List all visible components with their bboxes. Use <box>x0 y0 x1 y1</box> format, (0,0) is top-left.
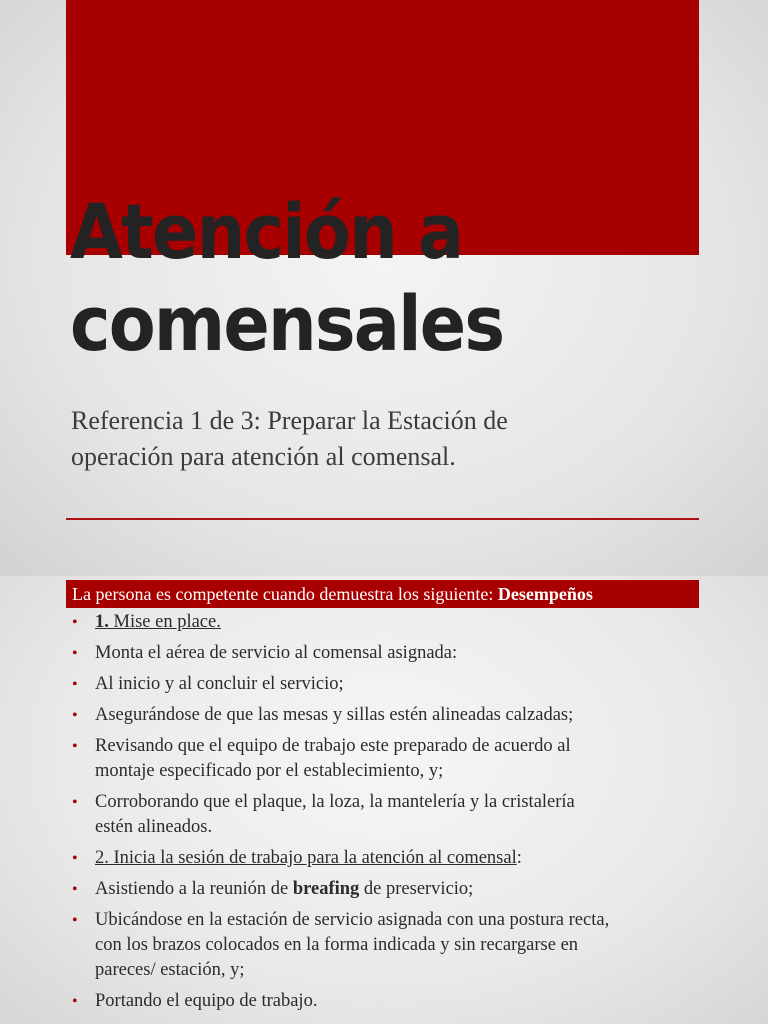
item-bold-term: breafing <box>292 879 360 899</box>
list-item <box>70 877 700 902</box>
subtitle-line-1: Referencia 1 de 3: Preparar la Estación de <box>71 406 508 435</box>
banner-text: La persona es competente cuando demuestra los siguiente: <box>72 584 498 604</box>
item-heading-2-suffix: : <box>516 848 522 868</box>
bullet-icon: • <box>72 881 78 898</box>
bullet-icon: • <box>72 794 78 811</box>
bullet-icon: • <box>72 993 78 1010</box>
list-item <box>70 734 700 784</box>
list-item <box>70 790 700 840</box>
list-item <box>70 641 700 666</box>
list-item <box>70 846 700 871</box>
content-slide <box>0 576 768 1024</box>
bullet-icon: • <box>72 676 78 693</box>
item-text: Asegurándose de que las mesas y sillas estén alineadas calzadas; <box>95 705 574 725</box>
item-text-line: pareces/ estación, y; <box>95 960 245 980</box>
item-text-line: Revisando que el equipo de trabajo este preparado de acuerdo al <box>95 736 571 756</box>
item-text-line: estén alineados. <box>95 817 213 837</box>
item-heading-2: 2. Inicia la sesión de trabajo para la atención al comensal <box>95 848 517 868</box>
title-line-2: comensales <box>70 279 504 368</box>
item-text-line: Ubicándose en la estación de servicio asignada con una postura recta, <box>95 910 610 930</box>
list-item <box>70 989 700 1014</box>
bullet-icon: • <box>72 850 78 867</box>
bullet-icon: • <box>72 707 78 724</box>
item-text: Asistiendo a la reunión de <box>95 879 293 899</box>
banner-bold: Desempeños <box>497 584 593 604</box>
item-text-line: montaje especificado por el establecimiento, y; <box>95 761 444 781</box>
item-text-line: Corroborando que el plaque, la loza, la mantelería y la cristalería <box>95 792 575 812</box>
list-item <box>70 672 700 697</box>
slide-title <box>70 186 646 370</box>
bullet-icon: • <box>72 645 78 662</box>
slide-subtitle <box>71 403 671 475</box>
item-text-line: con los brazos colocados en la forma indicada y sin recargarse en <box>95 935 579 955</box>
list-item <box>70 610 700 635</box>
list-item <box>70 908 700 983</box>
item-heading-1: 1. Mise en place. <box>95 612 221 632</box>
bullet-icon: • <box>72 614 78 631</box>
bullet-icon: • <box>72 912 78 929</box>
performance-list <box>70 610 700 1020</box>
bullet-icon: • <box>72 738 78 755</box>
item-text: Monta el aérea de servicio al comensal asignada: <box>95 643 458 663</box>
list-item <box>70 703 700 728</box>
title-line-1: Atención a <box>70 187 463 276</box>
item-text: Al inicio y al concluir el servicio; <box>95 674 344 694</box>
item-text: de preservicio; <box>359 879 474 899</box>
subtitle-line-2: operación para atención al comensal. <box>71 442 456 471</box>
divider-line <box>66 518 699 520</box>
item-text: Portando el equipo de trabajo. <box>95 991 318 1011</box>
competence-banner <box>66 580 699 608</box>
